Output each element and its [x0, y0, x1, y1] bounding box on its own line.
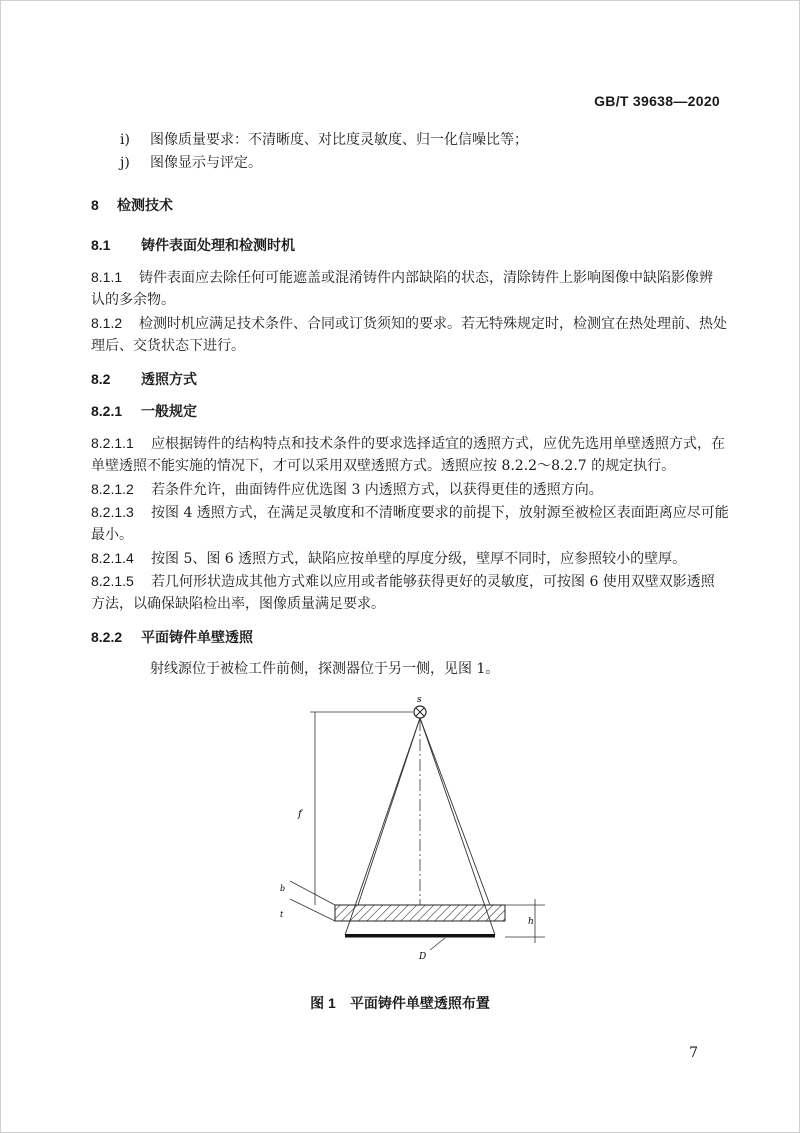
- paragraph-text: 理后、交货状态下进行。: [91, 338, 245, 354]
- paragraph-text: 应根据铸件的结构特点和技术条件的要求选择适宜的透照方式，应优先选用单壁透照方式，在: [151, 436, 725, 452]
- detector: [345, 934, 495, 938]
- subsection-title: 铸件表面处理和检测时机: [141, 237, 295, 253]
- paragraph-text: 检测时机应满足技术条件、合同或订货须知的要求。若无特殊规定时，检测宜在热处理前、热处: [139, 316, 727, 332]
- subsection-heading: [91, 368, 721, 390]
- label-D: D: [419, 952, 427, 962]
- paragraph-8-2-1-2: [91, 478, 721, 501]
- list-item: [120, 152, 750, 174]
- list-item-mark: i): [120, 132, 130, 148]
- subsubsection-heading: [91, 400, 721, 422]
- paragraph-8-1-1: [91, 266, 721, 289]
- figure-title: 平面铸件单壁透照布置: [349, 995, 490, 1011]
- subsubsection-number: 8.2.2: [91, 629, 123, 645]
- paragraph-text: 最小。: [91, 527, 133, 543]
- figure-number: 图 1: [310, 995, 336, 1011]
- label-b: b: [280, 884, 286, 893]
- clause-number: 8.2.1.5: [91, 573, 134, 589]
- list-item: [120, 129, 750, 151]
- subsubsection-title: 一般规定: [141, 403, 197, 419]
- section-number: 8: [91, 197, 99, 213]
- figure-caption: [0, 993, 800, 1013]
- subsection-heading: [91, 234, 721, 256]
- paragraph-text: 单壁透照不能实施的情况下，才可以采用双壁透照方式。透照应按 8.2.2～8.2.7 的规定执行。: [91, 458, 676, 474]
- label-h: h: [528, 917, 534, 927]
- paragraph-8-2-1-3: [91, 501, 729, 524]
- subsubsection-number: 8.2.1: [91, 403, 123, 419]
- paragraph-8-2-1-1-cont: [91, 455, 721, 477]
- paragraph-8-1-2: [91, 312, 727, 335]
- paragraph-text: 若条件允许，曲面铸件应优选图 3 内透照方式，以获得更佳的透照方向。: [151, 482, 603, 498]
- paragraph-8-1-1-cont: [91, 289, 721, 311]
- paragraph-8-2-1-1: [91, 432, 725, 455]
- subsubsection-heading: [91, 626, 721, 648]
- label-t: t: [280, 910, 284, 919]
- paragraph-text: 按图 4 透照方式，在满足灵敏度和不清晰度要求的前提下，放射源至被检区表面距离应尽可能: [151, 505, 729, 521]
- figure-1-diagram: [270, 695, 570, 965]
- clause-number: 8.2.1.1: [91, 435, 134, 451]
- paragraph-text: 认的多余物。: [91, 292, 175, 308]
- paragraph-text: 若几何形状造成其他方式难以应用或者能够获得更好的灵敏度，可按图 6 使用双壁双影透照: [151, 574, 715, 590]
- label-s: s: [417, 695, 422, 705]
- page-number: 7: [689, 1045, 698, 1061]
- paragraph-text: 铸件表面应去除任何可能遮盖或混淆铸件内部缺陷的状态，清除铸件上影响图像中缺陷影像辨: [139, 270, 713, 286]
- paragraph-8-2-1-4: [91, 547, 721, 570]
- subsection-title: 透照方式: [141, 371, 197, 387]
- standard-code: GB/T 39638—2020: [594, 93, 720, 109]
- single-wall-diagram: [270, 695, 570, 965]
- paragraph-8-2-1-5: [91, 570, 721, 593]
- paragraph-8-2-1-3-cont: [91, 524, 721, 546]
- clause-number: 8.1.2: [91, 315, 123, 331]
- subsection-number: 8.2: [91, 371, 111, 387]
- paragraph-text: 方法，以确保缺陷检出率，图像质量满足要求。: [91, 596, 385, 612]
- clause-number: 8.2.1.2: [91, 481, 134, 497]
- workpiece: [335, 905, 505, 921]
- section-heading: [91, 194, 721, 216]
- list-item-text: 图像质量要求：不清晰度、对比度灵敏度、归一化信噪比等；: [150, 132, 528, 148]
- paragraph-text: 按图 5、图 6 透照方式，缺陷应按单壁的厚度分级，壁厚不同时，应参照较小的壁厚。: [151, 551, 687, 567]
- paragraph-8-2-2-body: 射线源位于被检工件前侧，探测器位于另一侧，见图 1。: [150, 661, 500, 677]
- clause-number: 8.2.1.3: [91, 504, 134, 520]
- subsubsection-title: 平面铸件单壁透照: [141, 629, 253, 645]
- paragraph-8-2-1-5-cont: [91, 593, 721, 615]
- list-item-text: 图像显示与评定。: [150, 155, 262, 171]
- clause-number: 8.1.1: [91, 269, 123, 285]
- paragraph-8-1-2-cont: [91, 335, 721, 357]
- clause-number: 8.2.1.4: [91, 550, 134, 566]
- label-f: f: [298, 809, 302, 820]
- section-title: 检测技术: [117, 197, 173, 213]
- list-item-mark: j): [120, 155, 130, 171]
- subsection-number: 8.1: [91, 237, 111, 253]
